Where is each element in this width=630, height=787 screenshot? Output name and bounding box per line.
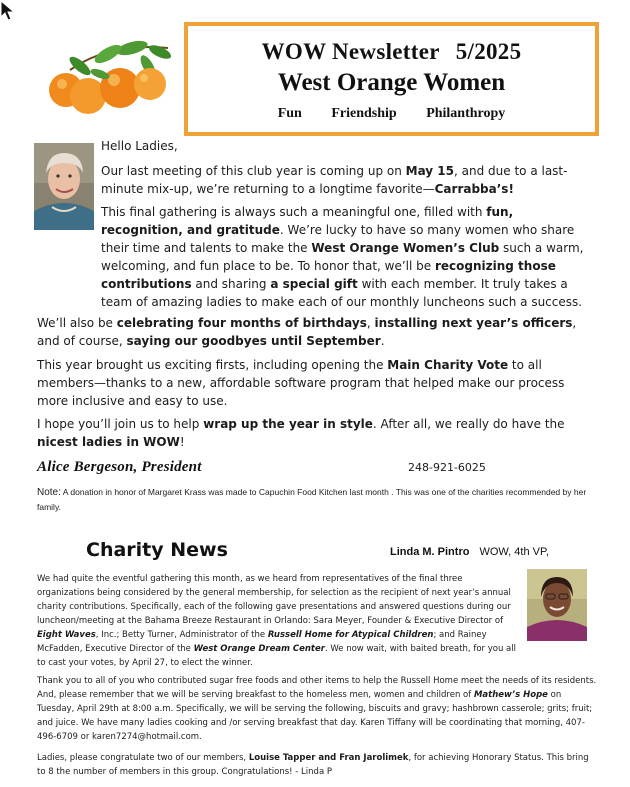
text-run: , for achieving Honorary Status. This bring to 8 the number of members in this group. Congratulations! - Linda P	[37, 753, 589, 777]
text-run: with each member. It truly takes a team of amazing ladies to make each of our monthly luncheons such a success.	[101, 277, 583, 309]
tag-philanthropy: Philanthropy	[426, 106, 506, 121]
text-run: We had quite the eventful gathering this month, as we heard from representatives of the final three organizations being considered by the general membership, for selection as the recipient of next year’s annual charity contributions. Specifically, each of the following gave presentations and answered questions during our luncheon/meeting at the Bahama Breeze Restaurant in Orlando: Sara Meyer, Founder & Executive Director of	[37, 574, 511, 626]
text-run: Russell Home for Atypical Children	[267, 630, 434, 640]
charity-author-name: Linda M. Pintro	[390, 546, 470, 558]
letter-paragraph-2	[37, 203, 595, 311]
charity-author-role: WOW, 4th VP,	[479, 546, 549, 558]
text-run: , and of course,	[37, 316, 577, 348]
text-run: .	[380, 334, 385, 348]
text-run: , Inc.; Betty Turner, Administrator of the	[95, 630, 268, 640]
text-run: recognizing those contributions	[101, 259, 556, 291]
newsletter-header	[184, 22, 599, 136]
text-run: fun, recognition, and gratitude	[101, 205, 514, 237]
text-run: ; and Rainey McFadden, Executive Director of the	[37, 630, 487, 654]
text-run: West Orange Dream Center	[193, 644, 325, 654]
text-run: This final gathering is always such a meaningful one, filled with	[101, 205, 487, 219]
donation-note	[37, 485, 597, 514]
president-signature: Alice Bergeson, President	[37, 459, 202, 475]
letter-paragraph-2-text	[37, 203, 595, 311]
text-run: Our last meeting of this club year is coming up on	[101, 164, 406, 178]
text-run: to all members—thanks to a new, affordable software program that helped make our process more inclusive and easy to use.	[37, 358, 565, 408]
text-run: celebrating four months of birthdays	[116, 316, 367, 330]
charity-paragraph-2	[37, 674, 597, 744]
text-run: Carrabba’s!	[434, 182, 514, 196]
text-run: This year brought us exciting firsts, including opening the	[37, 358, 388, 372]
text-run: on Tuesday, April 29th at 8:00 a.m. Specifically, we will be serving the following, biscuits and gravy; hashbrown casserole; grits; fruit; and juice. We have many ladies cooking and /or serving breakfast that day. Karen Tiffany will be coordinating that morning, 407-496-6709 or karen7274@hotmail.com.	[37, 690, 593, 742]
text-run: . After all, we really do have the	[372, 417, 565, 431]
cursor-icon	[0, 0, 16, 22]
tag-friendship: Friendship	[331, 106, 397, 121]
text-run: saying our goodbyes until September	[126, 334, 381, 348]
text-run: Main Charity Vote	[387, 358, 509, 372]
text-run: West Orange Women’s Club	[311, 241, 500, 255]
text-run: Eight Waves	[37, 630, 96, 640]
vp-photo	[527, 569, 587, 641]
letter-paragraph-1	[101, 162, 596, 198]
text-run: ,	[366, 316, 375, 330]
text-run: a special gift	[270, 277, 358, 291]
text-run: wrap up the year in style	[203, 417, 373, 431]
newsletter-title-line	[188, 39, 595, 65]
organization-name: West Orange Women	[277, 69, 506, 96]
letter-paragraph-5	[37, 415, 595, 451]
charity-news-heading: Charity News	[86, 539, 228, 561]
charity-author-line	[390, 546, 549, 558]
text-run: Thank you to all of you who contributed sugar free foods and other items to help the Russell Home meet the needs of its residents. And, please remember that we will be serving breakfast to the homeless men, women and children of	[37, 676, 597, 700]
text-run: Louise Tapper and Fran Jarolimek	[248, 753, 409, 763]
note-text: A donation in honor of Margaret Krass was made to Capuchin Food Kitchen last month . This was one of the charities recommended by her family.	[37, 487, 587, 512]
text-run: Ladies, please congratulate two of our members,	[37, 753, 249, 763]
oranges-illustration-icon	[40, 40, 175, 120]
text-run: . We’re lucky to have so many women who share their time and talents to make the	[101, 223, 575, 255]
tag-fun: Fun	[277, 106, 302, 121]
contact-phone: 248-921-6025	[408, 461, 486, 474]
text-run: , and due to a last-minute mix-up, we’re returning to a longtime favorite—	[101, 164, 568, 196]
letter-greeting: Hello Ladies,	[101, 139, 178, 153]
newsletter-tags	[188, 106, 595, 122]
letter-paragraph-4	[37, 356, 595, 410]
text-run: We’ll also be	[37, 316, 117, 330]
text-run: installing next year’s officers	[374, 316, 573, 330]
text-run: Mathew’s Hope	[473, 690, 548, 700]
text-run: such a warm, welcoming, and fun place to be. To honor that, we’ll be	[101, 241, 584, 273]
text-run: . We now wait, with baited breath, for you all to cast your votes, by April 27, to elect the winner.	[37, 644, 516, 668]
text-run: nicest ladies in WOW	[37, 435, 180, 449]
text-run: I hope you’ll join us to help	[37, 417, 204, 431]
charity-paragraph-1	[37, 572, 522, 670]
newsletter-date: 5/2025	[455, 39, 522, 64]
text-run: !	[179, 435, 185, 449]
charity-paragraph-3	[37, 751, 597, 779]
note-label: Note:	[37, 487, 61, 498]
text-run: May 15	[405, 164, 455, 178]
newsletter-title: WOW Newsletter	[261, 39, 440, 64]
letter-paragraph-3	[37, 314, 595, 350]
text-run: and sharing	[191, 277, 271, 291]
